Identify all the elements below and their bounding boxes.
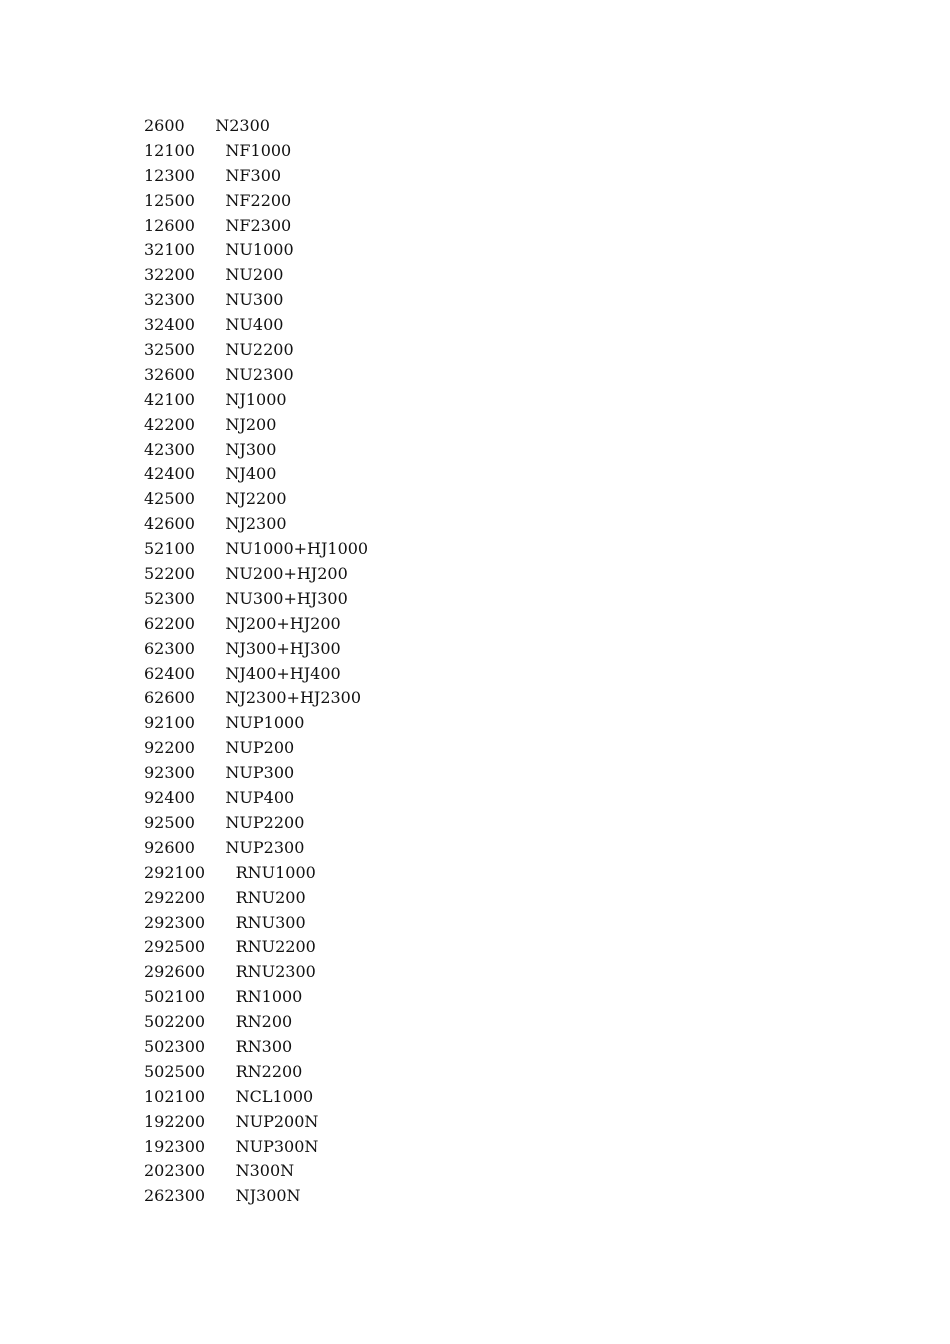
list-item: 62600 NJ2300+HJ2300 <box>144 688 362 708</box>
list-item: 192200 NUP200N <box>144 1111 319 1131</box>
list-item: 12100 NF1000 <box>144 140 292 160</box>
list-item: 92500 NUP2200 <box>144 812 305 832</box>
list-item: 262300 NJ300N <box>144 1186 301 1206</box>
list-item: 502500 RN2200 <box>144 1061 303 1081</box>
list-item: 292200 RNU200 <box>144 887 306 907</box>
list-item: 52100 NU1000+HJ1000 <box>144 539 369 559</box>
list-item: 52200 NU200+HJ200 <box>144 564 348 584</box>
list-item: 62300 NJ300+HJ300 <box>144 638 341 658</box>
list-item: 202300 N300N <box>144 1161 295 1181</box>
list-item: 502300 RN300 <box>144 1036 293 1056</box>
list-item: 292300 RNU300 <box>144 912 306 932</box>
list-item: 42600 NJ2300 <box>144 514 287 534</box>
list-item: 292600 RNU2300 <box>144 962 316 982</box>
list-item: 42500 NJ2200 <box>144 489 287 509</box>
list-item: 32400 NU400 <box>144 315 284 335</box>
list-item: 62400 NJ400+HJ400 <box>144 663 341 683</box>
list-item: 502100 RN1000 <box>144 987 303 1007</box>
list-item: 12600 NF2300 <box>144 215 292 235</box>
list-item: 292100 RNU1000 <box>144 862 316 882</box>
list-item: 92600 NUP2300 <box>144 837 305 857</box>
list-item: 12500 NF2200 <box>144 190 292 210</box>
list-item: 42300 NJ300 <box>144 439 277 459</box>
list-item: 2600 N2300 <box>144 116 270 135</box>
list-item: 42400 NJ400 <box>144 464 277 484</box>
list-item: 32200 NU200 <box>144 265 284 285</box>
list-item: 42200 NJ200 <box>144 414 277 434</box>
list-item: 12300 NF300 <box>144 165 282 185</box>
list-item: 502200 RN200 <box>144 1012 293 1032</box>
list-item: 92200 NUP200 <box>144 738 295 758</box>
list-item: 92100 NUP1000 <box>144 713 305 733</box>
list-item: 62200 NJ200+HJ200 <box>144 613 341 633</box>
list-item: 32100 NU1000 <box>144 240 294 260</box>
list-item: 292500 RNU2200 <box>144 937 316 957</box>
list-item: 32500 NU2200 <box>144 340 294 360</box>
list-item: 92400 NUP400 <box>144 788 295 808</box>
list-item: 32600 NU2300 <box>144 364 294 384</box>
list-item: 192300 NUP300N <box>144 1136 319 1156</box>
list-item: 92300 NUP300 <box>144 763 295 783</box>
list-item: 42100 NJ1000 <box>144 389 287 409</box>
bearing-code-list <box>144 114 368 1209</box>
list-item: 52300 NU300+HJ300 <box>144 588 348 608</box>
list-item: 102100 NCL1000 <box>144 1086 314 1106</box>
list-item: 32300 NU300 <box>144 290 284 310</box>
